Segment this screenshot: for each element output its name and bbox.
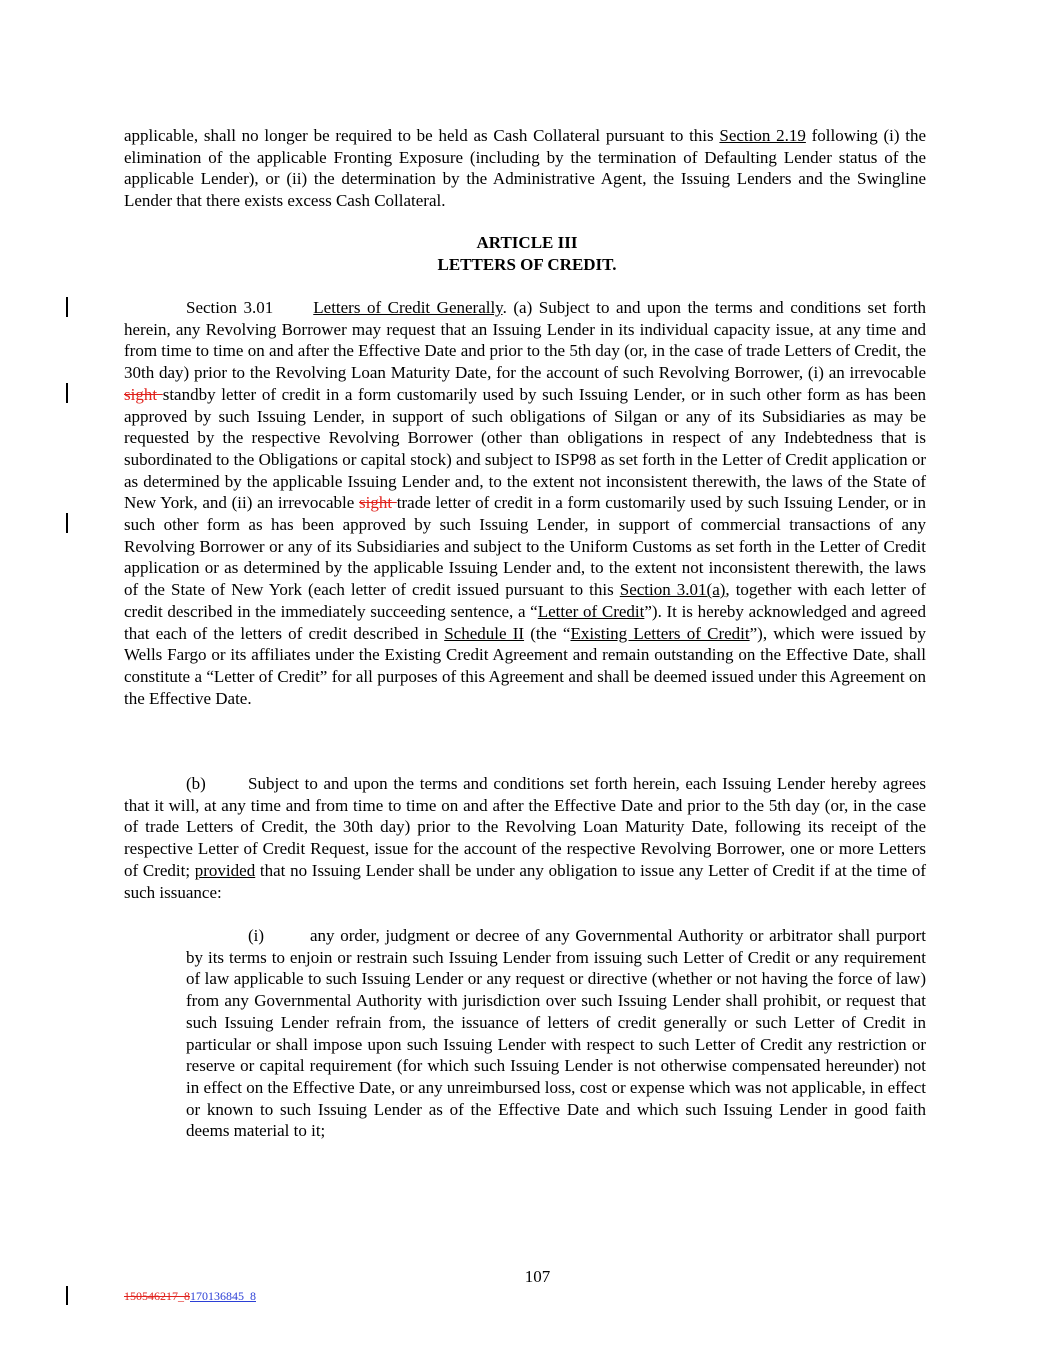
document-id-footer	[124, 1289, 256, 1304]
section-3-01-paragraph: Section 3.01 Letters of Credit Generally. (a) Subject to and upon the terms and conditions set forth herein, any Revolving Borrower may request that an Issuing Lender in its individual capacity issue, at any time and from time to time on and after the Effective Date and prior to the 5th day (or, in the case of trade Letters of Credit, the 30th day) prior to the Revolving Loan Maturity Date, for the account of such Revolving Borrower, (i) an irrevocable sight standby letter of credit in a form customarily used by such Issuing Lender, or in such other form as has been approved by such Issuing Lender, in support of such obligations of Silgan or any of its Subsidiaries as may be requested by the respective Revolving Borrower (other than obligations in respect of any Indebtedness that is subordinated to the Obligations or capital stock) and subject to ISP98 as set forth in the Letter of Credit application or as determined by the applicable Issuing Lender and, to the extent not inconsistent therewith, the laws of the State of New York, and (ii) an irrevocable sight trade letter of credit in a form customarily used by such Issuing Lender, or in such other form as has been approved by such Issuing Lender, in support of commercial transactions of any Revolving Borrower or any of its Subsidiaries and subject to the Uniform Customs as set forth in the Letter of Credit application or as determined by the applicable Issuing Lender and, to the extent not inconsistent therewith, the laws of the State of New York (each letter of credit issued pursuant to this Section 3.01(a), together with each letter of credit described in the immediately succeeding sentence, a “Letter of Credit”). It is hereby acknowledged and agreed that each of the letters of credit described in Schedule II (the “Existing Letters of Credit”), which were issued by Wells Fargo or its affiliates under the Existing Credit Agreement and remain outstanding on the Effective Date, shall constitute a “Letter of Credit” for all purposes of this Agreement and shall be deemed issued under this Agreement on the Effective Date.	[124, 298, 927, 708]
clause-i: (i) any order, judgment or decree of any Governmental Authority or arbitrator shall purport by its terms to enjoin or restrain such Issuing Lender from issuing such Letter of Credit or any requirement of law applicable to such Issuing Lender or any request or directive (whether or not having the force of law) from any Governmental Authority with jurisdiction over such Issuing Lender shall prohibit, or request that such Issuing Lender refrain from, the issuance of letters of credit generally or such Letter of Credit in particular or shall impose upon such Issuing Lender with respect to such Letter of Credit any restriction or reserve or capital requirement (for which such Issuing Lender is not otherwise compensated hereunder) not in effect on the Effective Date, or any unreimbursed loss, cost or expense which was not applicable, in effect or known to such Issuing Lender as of the Effective Date and which such Issuing Lender in good faith deems material to it;	[186, 926, 926, 1141]
page-number: 107	[524, 1267, 551, 1286]
change-bar	[66, 1286, 68, 1305]
deleted-text: sight	[359, 493, 397, 513]
article-title: LETTERS OF CREDIT.	[437, 255, 617, 274]
intro-text-1: applicable, shall no longer be required to be held as Cash Collateral pursuant to this	[124, 126, 720, 145]
inserted-doc-id: 170136845_8	[190, 1289, 256, 1303]
change-bar	[66, 297, 68, 317]
provided-term: provided	[194, 860, 256, 880]
paragraph-b-label: (b)	[186, 774, 206, 793]
deleted-text: sight	[124, 384, 163, 404]
deleted-doc-id: 150546217_8	[124, 1289, 190, 1303]
schedule-ii-reference: Schedule II	[444, 623, 525, 643]
article-number: ARTICLE III	[476, 233, 578, 252]
section-title: Letters of Credit Generally	[313, 298, 503, 317]
section-3-01a-reference: Section 3.01(a)	[619, 580, 726, 600]
change-bar	[66, 383, 68, 403]
section-label: Section 3.01	[186, 298, 274, 317]
clause-i-label: (i)	[248, 926, 265, 945]
intro-paragraph	[124, 125, 926, 212]
section-2-19-reference: Section 2.19	[719, 126, 806, 145]
defined-term-existing-letters: Existing Letters of Credit	[570, 623, 750, 643]
intro-text-2: following (i) the elimination of the applicable Fronting Exposure (including by the termination of Defaulting Lender status of the applicable Lender), or (ii) the determination by the Administrative Agent, the Issuing Lenders and the Swingline Lender that there exists excess Cash Collateral.	[124, 126, 926, 211]
defined-term-letter-of-credit: Letter of Credit	[537, 601, 645, 621]
paragraph-b: (b) Subject to and upon the terms and conditions set forth herein, each Issuing Lender hereby agrees that it will, at any time and from time to time on and after the Effective Date and prior to the 5th day (or, in the case of trade Letters of Credit, the 30th day) prior to the Revolving Loan Maturity Date, following its receipt of the respective Letter of Credit Request, issue for the account of the respective Revolving Borrower, one or more Letters of Credit; provided that no Issuing Lender shall be under any obligation to issue any Letter of Credit if at the time of such issuance:	[124, 774, 926, 902]
change-bar	[66, 513, 68, 533]
